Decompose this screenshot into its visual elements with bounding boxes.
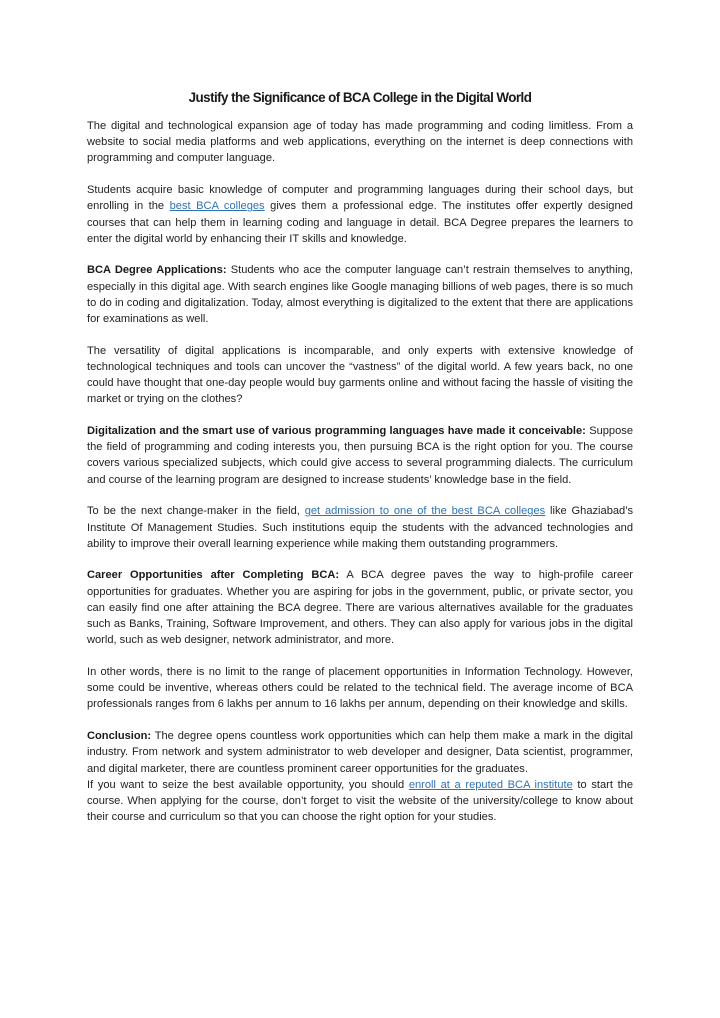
paragraph-enrolling [87, 182, 633, 247]
document-body [87, 88, 633, 825]
paragraph-text: Students who ace the computer language can’t restrain themselves to anything, especially in this digital age. With search engines like Google managing billions of web pages, there is so much to do in coding and digitalization. Today, almost everything is digitalized to the extent that there are applications for examinations as well. [87, 264, 633, 326]
paragraph-text: If you want to seize the best available opportunity, you should [87, 778, 409, 791]
paragraph-text: To be the next change-maker in the field, [87, 505, 305, 518]
paragraph-text: like Ghaziabad’s Institute Of Management Studies. Such institutions equip the students with the advanced technologies and ability to improve their overall learning experience while making them outstanding programmers. [87, 505, 634, 550]
section-heading: Conclusion: [87, 730, 152, 743]
paragraph-enroll [87, 777, 633, 826]
section-heading: Digitalization and the smart use of various programming languages have made it conceivable: [87, 425, 586, 438]
paragraph-career-opportunities [87, 567, 633, 648]
paragraph-text: Suppose the field of programming and coding interests you, then pursuing BCA is the right option for you. The course covers various specialized subjects, which could give access to several programming dialects. The curriculum and course of the learning program are designed to increase students’ knowledge base in the field. [87, 425, 633, 486]
paragraph-text: to start the course. When applying for the course, don’t forget to visit the website of the university/college to know about their course and curriculum so that you can choose the right option for your studies. [87, 778, 633, 824]
paragraph-text: gives them a professional edge. The institutes offer expertly designed courses that can help them in learning coding and language in detail. BCA Degree prepares the learners to enter the digital world by enhancing their IT skills and knowledge. [87, 200, 633, 245]
paragraph-placement: In other words, there is no limit to the range of placement opportunities in Information Technology. However, some could be inventive, whereas others could be related to the technical field. The average income of BCA professionals ranges from 6 lakhs per annum to 16 lakhs per annum, depending on their knowledge and skills. [87, 665, 633, 711]
paragraph-digitalization [87, 423, 633, 488]
document-title: Justify the Significance of BCA College in the Digital World [188, 90, 532, 105]
paragraph-conclusion [87, 728, 633, 777]
paragraph-text: Students acquire basic knowledge of computer and programming languages during their school days, but enrolling in the [87, 184, 633, 213]
paragraph-text: A BCA degree paves the way to high-profile career opportunities for graduates. Whether you are aspiring for jobs in the government, public, or private sector, you can easily find one after attaining the BCA degree. There are various alternatives available for the graduates such as Banks, Training, Software Improvement, and others. They can also apply for various jobs in the digital world, such as web designer, network administrator, and more. [87, 569, 633, 647]
best-bca-colleges-link[interactable]: best BCA colleges [169, 200, 265, 213]
section-heading: Career Opportunities after Completing BCA: [87, 569, 340, 582]
section-heading: BCA Degree Applications: [87, 264, 227, 277]
paragraph-intro: The digital and technological expansion age of today has made programming and coding limitless. From a website to social media platforms and web applications, everything on the internet is deep connections with programming and computer language. [87, 120, 633, 165]
paragraph-bca-degree-applications [87, 262, 633, 327]
get-admission-link[interactable]: get admission to one of the best BCA colleges [304, 505, 546, 518]
paragraph-change-maker [87, 503, 633, 552]
paragraph-versatility: The versatility of digital applications is incomparable, and only experts with extensive knowledge of technological techniques and tools can uncover the “vastness” of the digital world. A few years back, no one could have thought that one-day people would buy garments online and without facing the hassle of visiting the market or trying on the clothes? [87, 344, 633, 406]
enroll-bca-institute-link[interactable]: enroll at a reputed BCA institute [408, 778, 573, 791]
paragraph-text: The degree opens countless work opportunities which can help them make a mark in the digital industry. From network and system administrator to web developer and designer, Data scientist, programmer, and digital marketer, there are countless prominent career opportunities for the graduates. [87, 730, 633, 775]
